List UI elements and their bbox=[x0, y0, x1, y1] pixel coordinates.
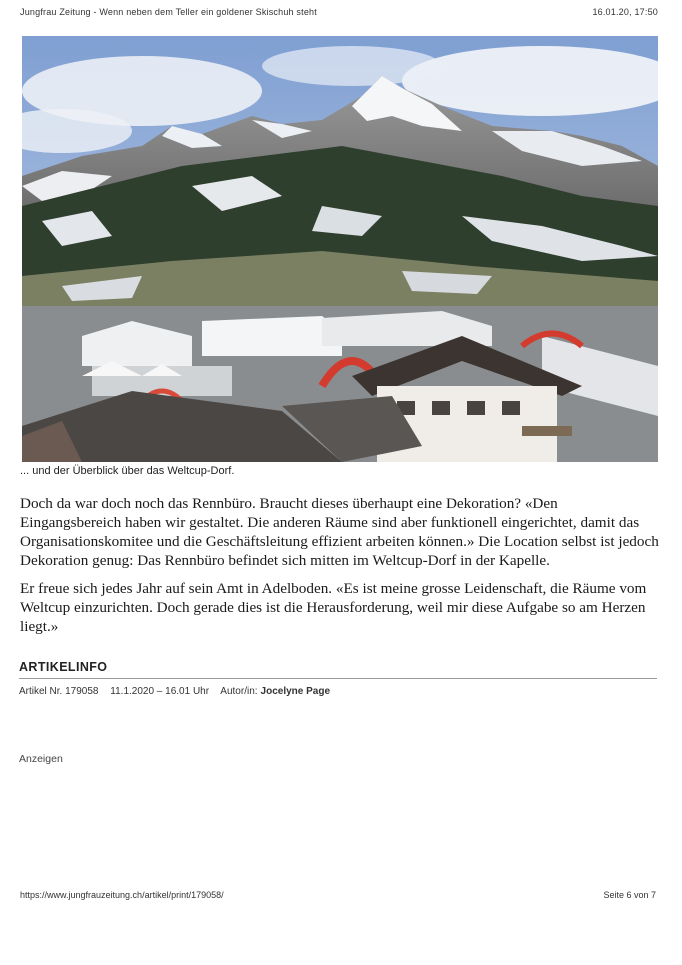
artikelinfo-meta bbox=[19, 686, 330, 697]
article-paragraph: Er freue sich jedes Jahr auf sein Amt in Adelboden. «Es ist meine grosse Leidenschaft, die Räume vom Weltcup einzurichten. Doch gerade dies ist die Herausforderung, weil mir diese Aufgabe so am Herzen liegt.» bbox=[20, 580, 647, 635]
article-body bbox=[20, 494, 660, 645]
footer-url: https://www.jungfrauzeitung.ch/artikel/print/179058/ bbox=[20, 890, 224, 900]
print-header-datetime: 16.01.20, 17:50 bbox=[592, 7, 658, 17]
article-date: 11.1.2020 – 16.01 Uhr bbox=[110, 686, 210, 697]
article-photo bbox=[22, 36, 658, 462]
author-label: Autor/in: bbox=[220, 686, 258, 697]
section-divider bbox=[19, 678, 657, 679]
artikelinfo-heading: ARTIKELINFO bbox=[19, 660, 108, 674]
author-name: Jocelyne Page bbox=[260, 686, 331, 697]
article-number: Artikel Nr. 179058 bbox=[19, 686, 99, 697]
ads-label: Anzeigen bbox=[19, 753, 63, 765]
article-paragraph: Doch da war doch noch das Rennbüro. Braucht dieses überhaupt eine Dekoration? «Den Eingangsbereich haben wir gestaltet. Die anderen Räume sind aber funktionell eingerichtet, damit das Organisationskomitee und die Geschäftsleitung effizient arbeiten können.» Die Location selbst ist jedoch Dekoration genug: Das Rennbüro befindet sich mitten im Weltcup-Dorf in der Kapelle. bbox=[20, 495, 659, 569]
print-header-title: Jungfrau Zeitung - Wenn neben dem Teller ein goldener Skischuh steht bbox=[20, 7, 317, 17]
photo-caption: ... und der Überblick über das Weltcup-Dorf. bbox=[20, 465, 235, 477]
footer-page-number: Seite 6 von 7 bbox=[603, 890, 656, 900]
